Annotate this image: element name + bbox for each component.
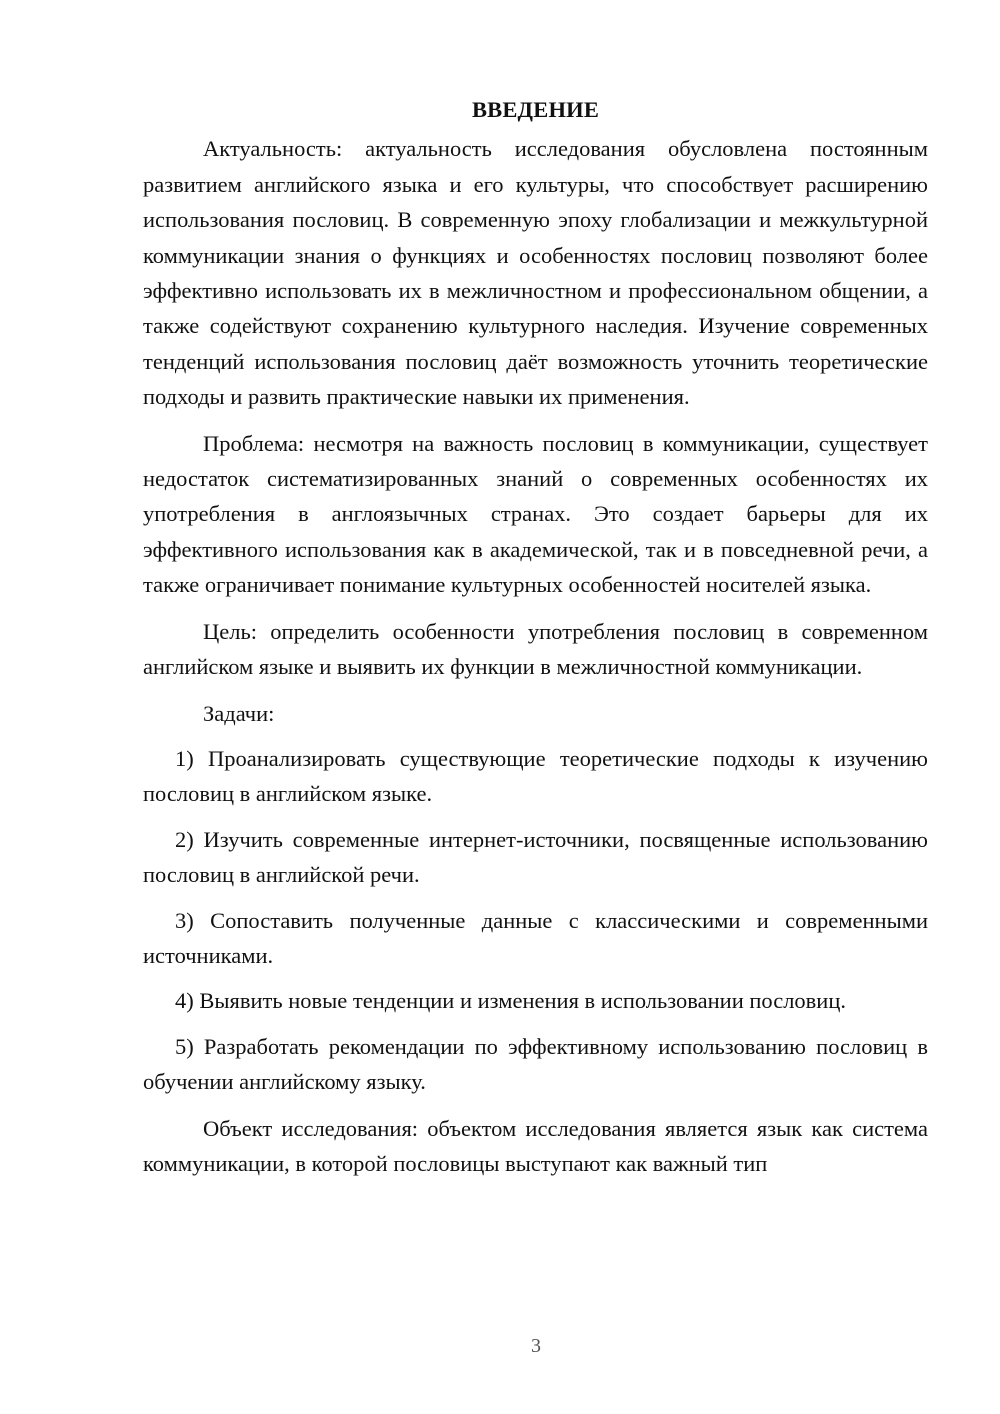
page-body <box>143 92 928 1181</box>
task-item-3: 3) Сопоставить полученные данные с классическими и современными источниками. <box>143 907 928 968</box>
task-item-2: 2) Изучить современные интернет-источники, посвященные использованию пословиц в английской речи. <box>143 826 928 888</box>
paragraph-goal: Цель: определить особенности употребления пословиц в современном английском языке и выявить их функции в межличностной коммуникации. <box>143 618 928 680</box>
paragraph-tasks-label: Задачи: <box>203 700 275 726</box>
paragraph-problem: Проблема: несмотря на важность пословиц в коммуникации, существует недостаток систематизированных знаний о современных особенностях их употребления в англоязычных странах. Это создает барьеры для их эффективного использования как в академической, так и в повседневной речи, а также ограничивает понимание культурных особенностей носителей языка. <box>143 430 928 598</box>
section-heading: ВВЕДЕНИЕ <box>471 97 600 122</box>
paragraph-object: Объект исследования: объектом исследования является язык как система коммуникации, в которой пословицы выступают как важный тип <box>143 1115 928 1176</box>
page-number: 3 <box>531 1335 541 1357</box>
task-item-5: 5) Разработать рекомендации по эффективному использованию пословиц в обучении английскому языку. <box>143 1033 928 1095</box>
task-item-1: 1) Проанализировать существующие теоретические подходы к изучению пословиц в английском языке. <box>143 745 928 807</box>
task-item-4: 4) Выявить новые тенденции и изменения в использовании пословиц. <box>175 988 847 1014</box>
paragraph-relevance: Актуальность: актуальность исследования обусловлена постоянным развитием английского языка и его культуры, что способствует расширению использования пословиц. В современную эпоху глобализации и межкультурной коммуникации знания о функциях и особенностях пословиц позволяют более эффективно использовать их в межличностном и профессиональном общении, а также содействуют сохранению культурного наследия. Изучение современных тенденций использования пословиц даёт возможность уточнить теоретические подходы и развить практические навыки их применения. <box>143 136 928 410</box>
